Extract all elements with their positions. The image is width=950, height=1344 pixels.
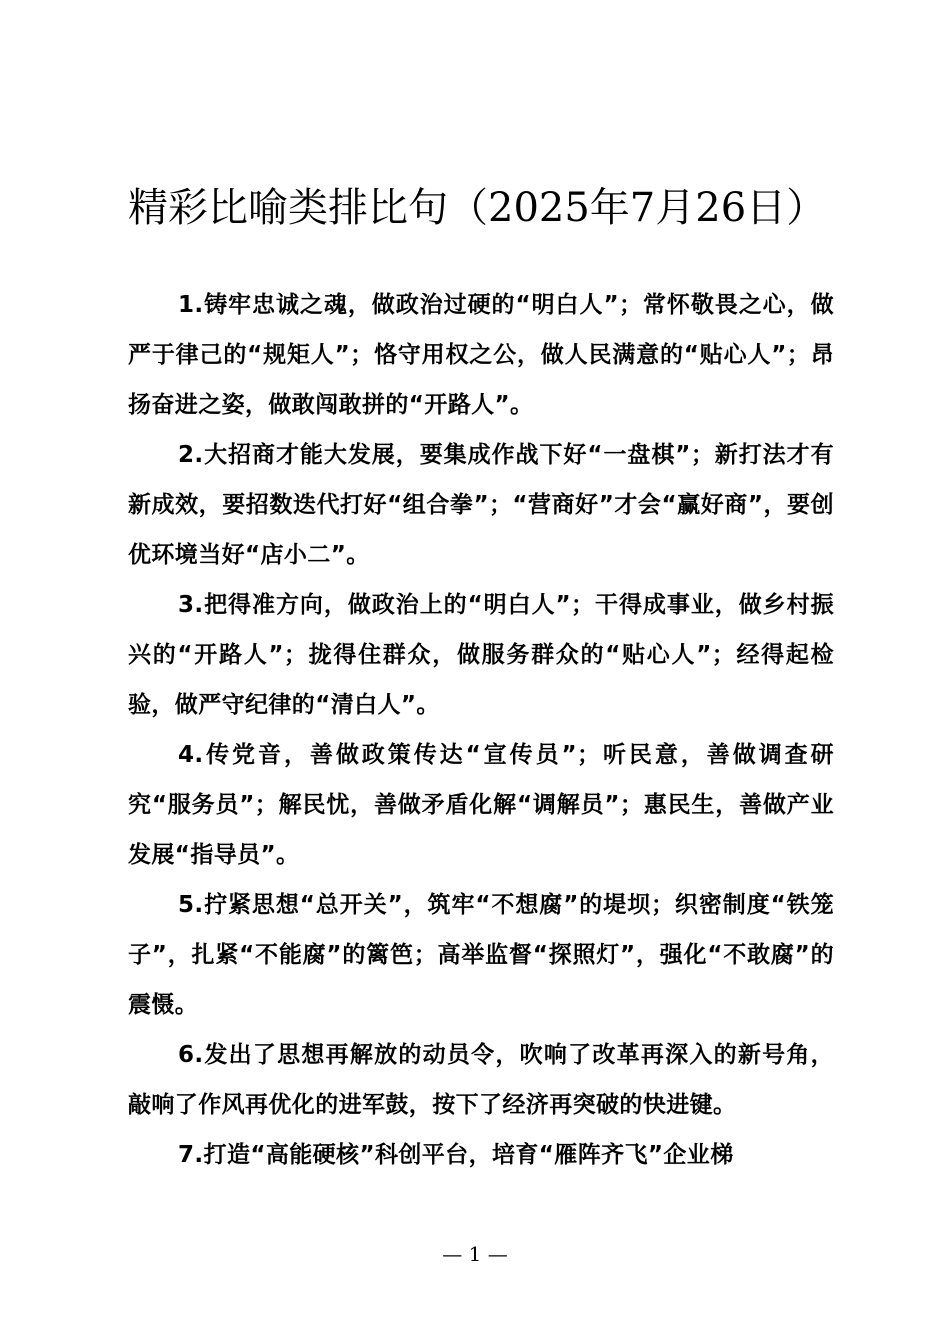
- paragraph-4: 4.传党音，善做政策传达“宣传员”；听民意，善做调查研究“服务员”；解民忧，善做矛盾化解“调解员”；惠民生，善做产业发展“指导员”。: [128, 742, 834, 868]
- page-number: — 1 —: [442, 1242, 508, 1266]
- paragraph-2: 2.大招商才能大发展，要集成作战下好“一盘棋”；新打法才有新成效，要招数迭代打好“组合拳”；“营商好”才会“赢好商”，要创优环境当好“店小二”。: [128, 442, 834, 568]
- paragraph-5: 5.拧紧思想“总开关”，筑牢“不想腐”的堤坝；织密制度“铁笼子”，扎紧“不能腐”的篱笆；高举监督“探照灯”，强化“不敢腐”的震慑。: [128, 892, 834, 1018]
- document-title: 精彩比喻类排比句（2025年7月26日）: [128, 185, 827, 231]
- paragraph-6: 6.发出了思想再解放的动员令，吹响了改革再深入的新号角，敲响了作风再优化的进军鼓，按下了经济再突破的快进键。: [128, 1042, 834, 1118]
- paragraph-7: 7.打造“高能硬核”科创平台，培育“雁阵齐飞”企业梯: [178, 1142, 734, 1168]
- paragraph-3: 3.把得准方向，做政治上的“明白人”；干得成事业，做乡村振兴的“开路人”；拢得住群众，做服务群众的“贴心人”；经得起检验，做严守纪律的“清白人”。: [128, 592, 834, 718]
- document-body: [128, 280, 834, 1180]
- paragraph-1: 1.铸牢忠诚之魂，做政治过硬的“明白人”；常怀敬畏之心，做严于律己的“规矩人”；恪守用权之公，做人民满意的“贴心人”；昂扬奋进之姿，做敢闯敢拼的“开路人”。: [128, 292, 834, 418]
